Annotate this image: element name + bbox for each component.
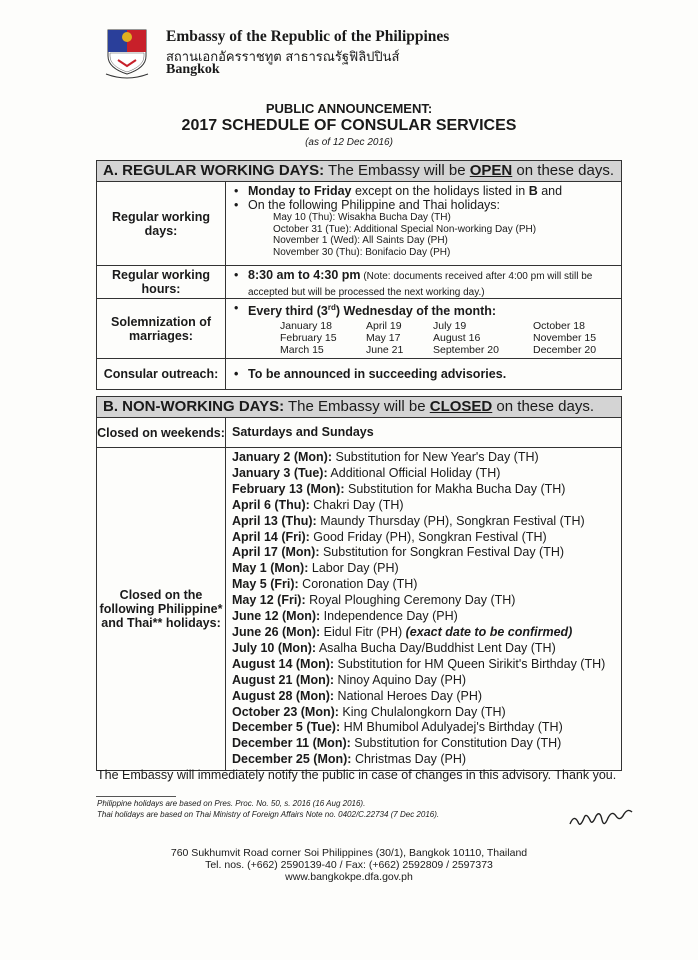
weekends-label: Closed on weekends: — [97, 418, 226, 447]
holiday-item — [230, 720, 617, 736]
holiday-item — [230, 657, 617, 673]
marriages-label: Solemnization of marriages: — [97, 299, 226, 358]
working-holiday-item: May 10 (Thu): Wisakha Bucha Day (TH) — [273, 212, 451, 223]
holiday-date: May 1 (Mon): — [232, 561, 309, 576]
marriage-dates-grid — [230, 320, 617, 356]
marriages-bullet: • Every third (3rd) Wednesday of the month: — [230, 301, 617, 318]
marriage-date: September 20 — [433, 344, 499, 357]
marriage-date: May 17 — [366, 332, 401, 345]
holiday-date: January 3 (Tue): — [232, 465, 328, 480]
holiday-date: December 5 (Tue): — [232, 720, 341, 735]
marriages-row — [97, 299, 621, 359]
outreach-label: Consular outreach: — [97, 359, 226, 389]
footnote-philippine: Philippine holidays are based on Pres. Proc. No. 50, s. 2016 (16 Aug 2016). — [97, 799, 366, 808]
footer-website: www.bangkokpe.dfa.gov.ph — [285, 871, 413, 883]
holiday-description: National Heroes Day (PH) — [334, 688, 483, 703]
holiday-date: April 13 (Thu): — [232, 513, 317, 528]
section-b-header: B. NON-WORKING DAYS: The Embassy will be CLOSED on these days. — [97, 397, 621, 418]
signature-image — [566, 800, 636, 834]
marriage-date: January 18 — [280, 320, 332, 333]
section-b-table — [96, 396, 622, 771]
holiday-description: Substitution for Makha Bucha Day (TH) — [344, 481, 566, 496]
weekends-value: Saturdays and Sundays — [232, 424, 374, 439]
holiday-description: Labor Day (PH) — [308, 561, 399, 576]
embassy-name: Embassy of the Republic of the Philippines — [166, 28, 450, 45]
marriage-date: February 15 — [280, 332, 337, 345]
holiday-item — [230, 466, 617, 482]
working-holiday-item: October 31 (Tue): Additional Special Non-working Day (PH) — [273, 223, 537, 235]
announcement-date: (as of 12 Dec 2016) — [305, 137, 393, 148]
holiday-date: April 14 (Fri): — [232, 529, 310, 544]
holiday-note: (exact date to be confirmed) — [405, 624, 573, 639]
holiday-date: June 12 (Mon): — [232, 609, 321, 624]
holiday-item — [230, 545, 617, 561]
footer-phones: Tel. nos. (+662) 2590139-40 / Fax: (+662) 2592809 / 2597373 — [205, 859, 493, 871]
working-days-row — [97, 182, 621, 266]
holiday-item — [230, 514, 617, 530]
holiday-item — [230, 625, 617, 641]
holiday-date: April 17 (Mon): — [232, 545, 320, 560]
holiday-date: February 13 (Mon): — [232, 481, 345, 496]
holiday-description: Independence Day (PH) — [320, 609, 458, 624]
holiday-item — [230, 736, 617, 752]
holiday-description: Christmas Day (PH) — [351, 752, 467, 767]
weekends-row — [97, 418, 621, 448]
holiday-item — [230, 752, 617, 768]
marriage-date: November 15 — [533, 332, 597, 345]
holidays-row — [97, 448, 621, 770]
holiday-description: Asalha Bucha Day/Buddhist Lent Day (TH) — [316, 640, 556, 655]
holiday-description: Ninoy Aquino Day (PH) — [334, 672, 467, 687]
holiday-date: December 11 (Mon): — [232, 736, 351, 751]
working-hours-label: Regular working hours: — [97, 266, 226, 298]
holiday-description: Substitution for Constitution Day (TH) — [350, 736, 562, 751]
holiday-item — [230, 609, 617, 625]
holiday-date: May 5 (Fri): — [232, 577, 299, 592]
working-hours-text: • 8:30 am to 4:30 pm (Note: documents received after 4:00 pm will still be accepted but will be processed the next working day.) — [230, 268, 617, 300]
holiday-item — [230, 673, 617, 689]
holiday-date: August 14 (Mon): — [232, 656, 335, 671]
announcement-title: 2017 SCHEDULE OF CONSULAR SERVICES — [181, 117, 517, 134]
marriage-date: June 21 — [366, 344, 404, 357]
marriage-date: December 20 — [533, 344, 597, 357]
embassy-name-thai: สถานเอกอัครราชทูต สาธารณรัฐฟิลิปปินส์ — [166, 49, 400, 64]
marriage-date: April 19 — [366, 320, 402, 333]
holiday-item — [230, 498, 617, 514]
footer-address: 760 Sukhumvit Road corner Soi Philippines (30/1), Bangkok 10110, Thailand — [170, 847, 528, 859]
outreach-row — [97, 359, 621, 389]
working-hours-row — [97, 266, 621, 299]
holiday-date: July 10 (Mon): — [232, 640, 317, 655]
holiday-item — [230, 641, 617, 657]
working-days-bullet-1: • Monday to Friday except on the holidays listed in B and — [230, 184, 617, 198]
holiday-item — [230, 593, 617, 609]
holidays-label: Closed on the following Philippine* and Thai** holidays: — [97, 448, 226, 770]
holiday-item — [230, 577, 617, 593]
marriage-date: August 16 — [433, 332, 481, 345]
outreach-text: • To be announced in succeeding advisories. — [230, 367, 506, 381]
holiday-description: Chakri Day (TH) — [309, 497, 404, 512]
holiday-date: December 25 (Mon): — [232, 752, 352, 767]
holiday-date: June 26 (Mon): — [232, 624, 321, 639]
footnote-divider — [96, 796, 176, 797]
holiday-item — [230, 530, 617, 546]
embassy-city: Bangkok — [166, 62, 220, 77]
marriage-date: July 19 — [433, 320, 467, 333]
holiday-description: HM Bhumibol Adulyadej's Birthday (TH) — [340, 720, 563, 735]
holiday-description: Good Friday (PH), Songkran Festival (TH) — [309, 529, 547, 544]
holiday-date: August 28 (Mon): — [232, 688, 335, 703]
holiday-description: King Chulalongkorn Day (TH) — [338, 704, 506, 719]
holiday-description: Royal Ploughing Ceremony Day (TH) — [305, 593, 516, 608]
holiday-item — [230, 482, 617, 498]
holiday-description: Additional Official Holiday (TH) — [327, 465, 501, 480]
holiday-description: Substitution for New Year's Day (TH) — [332, 450, 539, 464]
holiday-description: Substitution for Songkran Festival Day (TH) — [319, 545, 565, 560]
holiday-date: April 6 (Thu): — [232, 497, 310, 512]
working-days-bullet-2: • On the following Philippine and Thai holidays: — [230, 198, 617, 212]
holiday-description: Maundy Thursday (PH), Songkran Festival (TH) — [316, 513, 585, 528]
holiday-item — [230, 705, 617, 721]
holiday-date: May 12 (Fri): — [232, 593, 306, 608]
footnote-thai: Thai holidays are based on Thai Ministry of Foreign Affairs Note no. 0402/C.22734 (7 Dec 2016). — [97, 810, 440, 819]
change-notice: The Embassy will immediately notify the public in case of changes in this advisory. Thank you. — [97, 768, 617, 782]
marriage-date: October 18 — [533, 320, 585, 333]
section-a-table — [96, 160, 622, 390]
holiday-date: August 21 (Mon): — [232, 672, 335, 687]
announcement-label: PUBLIC ANNOUNCEMENT: — [265, 101, 433, 116]
philippine-seal-logo — [98, 22, 156, 80]
section-a-header: A. REGULAR WORKING DAYS: The Embassy will be OPEN on these days. — [97, 161, 621, 182]
holiday-item — [230, 450, 617, 466]
holiday-list — [226, 448, 621, 770]
holiday-description: Substitution for HM Queen Sirikit's Birthday (TH) — [334, 656, 606, 671]
holiday-date: January 2 (Mon): — [232, 450, 333, 464]
holiday-item — [230, 689, 617, 705]
working-days-label: Regular working days: — [97, 182, 226, 265]
holiday-description: Coronation Day (TH) — [298, 577, 418, 592]
working-holiday-item: November 30 (Thu): Bonifacio Day (PH) — [273, 246, 451, 258]
working-holiday-item: November 1 (Wed): All Saints Day (PH) — [273, 235, 448, 246]
holiday-item — [230, 561, 617, 577]
holiday-description: Eidul Fitr (PH) — [320, 624, 406, 639]
marriage-date: March 15 — [280, 344, 324, 357]
holiday-date: October 23 (Mon): — [232, 704, 339, 719]
